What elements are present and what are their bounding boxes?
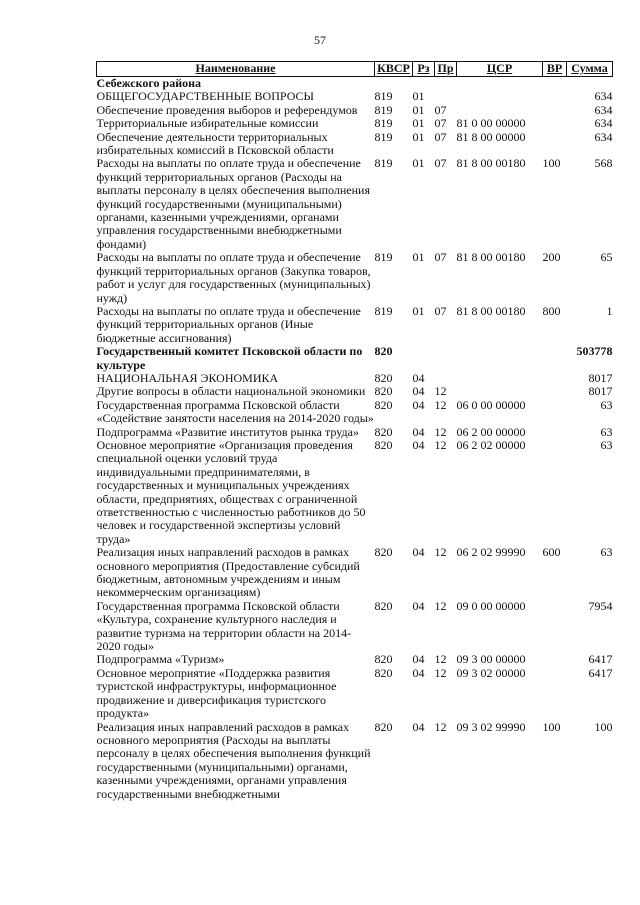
table-row [97,721,613,801]
row-sum: 634 [594,89,613,104]
row-name: ОБЩЕГОСУДАРСТВЕННЫЕ ВОПРОСЫ [96,89,314,104]
row-kvsr: 820 [374,384,393,399]
row-sum: 634 [594,129,613,144]
row-sum: 6417 [588,665,613,680]
row-rz: 04 [412,370,425,385]
row-csr: 06 2 02 00000 [456,437,526,452]
row-csr [457,385,543,398]
row-vr [543,600,567,654]
row-sum: 63 [600,437,613,452]
row-csr: 06 2 00 00000 [456,424,526,439]
row-rz: 01 [412,156,425,171]
table-row [97,117,613,130]
row-name: Подпрограмма «Туризм» [96,652,225,667]
table-row [97,345,613,372]
row-kvsr: 819 [374,303,393,318]
row-pr: 07 [434,250,447,265]
row-rz: 01 [412,250,425,265]
row-rz: 04 [412,424,425,439]
table-row [97,131,613,158]
row-rz: 04 [412,437,425,452]
row-vr [543,385,567,398]
column-header-kvsr: КВСР [375,62,413,77]
row-name: Себежского района [96,76,202,90]
row-kvsr: 820 [374,437,393,452]
table-row [97,77,613,91]
row-name: Расходы на выплаты по оплате труда и обеспечение функций территориальных органов (Иные бюджетные ассигнования) [96,303,361,345]
row-csr: 81 0 00 00000 [456,116,526,131]
row-kvsr: 820 [374,652,393,667]
row-sum: 100 [594,719,613,734]
table-row [97,251,613,305]
row-csr [457,77,543,91]
table-body [97,77,613,801]
row-name: Основное мероприятие «Организация проведения специальной оценки условий труда индивидуальными предпринимателями, в государственных и муниципальных учреждениях области, предприятиях, обществах с ограниченной ответственностью с численностью работников до 50 человек и государственной экспертизы условий труда» [96,437,366,546]
table-row [97,600,613,654]
row-vr [543,426,567,439]
row-rz: 01 [412,129,425,144]
table-row [97,667,613,721]
row-pr: 12 [434,424,447,439]
row-vr [543,104,567,117]
column-header-rz: Рз [413,62,435,77]
row-kvsr: 820 [374,545,393,560]
row-name: Расходы на выплаты по оплате труда и обеспечение функций территориальных органов (Расходы на выплаты персоналу в целях обеспечения выполнения функций государственными (муниципальными) органами, казенными учреждениями, органами управления государственными внебюджетными фондами) [96,156,370,251]
row-vr: 200 [542,250,561,265]
row-sum: 6417 [588,652,613,667]
row-rz [413,345,435,372]
page-number: 57 [314,33,326,47]
row-csr [457,372,543,385]
row-vr: 100 [542,156,561,171]
row-name: Государственная программа Псковской области «Содействие занятости населения на 2014-2020 годы» [96,397,374,426]
row-kvsr: 820 [374,424,393,439]
row-vr [543,653,567,666]
row-pr: 07 [434,129,447,144]
row-kvsr: 819 [374,250,393,265]
row-pr: 12 [434,397,447,412]
row-csr: 06 2 02 99990 [456,545,526,560]
row-rz: 01 [412,116,425,131]
row-rz: 04 [412,598,425,613]
row-vr [543,131,567,158]
row-pr: 12 [434,437,447,452]
row-csr: 09 0 00 00000 [456,598,526,613]
row-sum: 65 [600,250,613,265]
budget-table [96,61,613,801]
row-csr: 06 0 00 00000 [456,397,526,412]
row-csr: 09 3 00 00000 [456,652,526,667]
table-row [97,90,613,103]
row-kvsr: 819 [374,116,393,131]
row-kvsr: 820 [374,397,393,412]
row-name: Другие вопросы в области национальной экономики [96,384,366,399]
row-vr [543,372,567,385]
row-vr: 800 [542,303,561,318]
table-row [97,157,613,251]
row-csr: 09 3 02 99990 [456,719,526,734]
row-vr [543,399,567,426]
row-name: Расходы на выплаты по оплате труда и обеспечение функций территориальных органов (Закупка товаров, работ и услуг для государственных (муниципальных) нужд) [96,250,371,305]
row-pr: 12 [434,719,447,734]
row-sum: 1 [606,303,613,318]
row-sum: 8017 [588,384,613,399]
table-row [97,385,613,398]
row-vr [543,77,567,91]
row-vr [543,90,567,103]
row-name: Территориальные избирательные комиссии [96,116,319,131]
row-rz: 04 [412,719,425,734]
row-pr [435,372,457,385]
row-pr: 07 [434,303,447,318]
row-pr: 07 [434,116,447,131]
row-pr: 12 [434,652,447,667]
row-sum: 63 [600,424,613,439]
row-kvsr: 820 [374,665,393,680]
column-header-csr: ЦСР [457,62,543,77]
row-rz: 04 [412,384,425,399]
column-header-sum: Сумма [567,62,613,77]
row-csr: 81 8 00 00180 [456,303,526,318]
row-kvsr: 820 [374,719,393,734]
row-name: Государственный комитет Псковской области по культуре [96,344,363,372]
row-sum: 7954 [588,598,613,613]
row-vr [543,117,567,130]
row-vr: 600 [542,545,561,560]
row-pr [435,345,457,372]
row-vr [543,667,567,721]
row-name: Обеспечение деятельности территориальных избирательных комиссий в Псковской области [96,129,334,158]
row-kvsr: 819 [374,129,393,144]
row-csr: 81 8 00 00000 [456,129,526,144]
row-kvsr: 820 [374,598,393,613]
row-sum: 63 [600,397,613,412]
row-kvsr: 819 [374,156,393,171]
row-kvsr: 820 [374,370,393,385]
row-rz: 01 [412,102,425,117]
table-row [97,305,613,345]
row-vr [543,345,567,372]
table-row [97,546,613,600]
row-sum: 63 [600,545,613,560]
table-row [97,399,613,426]
row-csr [457,90,543,103]
row-rz [413,77,435,91]
row-sum: 634 [594,116,613,131]
row-pr [435,77,457,91]
row-rz: 04 [412,665,425,680]
row-name: НАЦИОНАЛЬНАЯ ЭКОНОМИКА [96,370,279,385]
row-pr: 12 [434,598,447,613]
table-row [97,426,613,439]
row-rz: 04 [412,652,425,667]
table-row [97,653,613,666]
row-pr: 07 [434,156,447,171]
table-header-row [97,62,613,77]
row-pr: 07 [434,102,447,117]
row-kvsr: 819 [374,102,393,117]
row-csr: 81 8 00 00180 [456,250,526,265]
row-rz: 04 [412,397,425,412]
row-name: Основное мероприятие «Поддержка развития туристской инфраструктуры, информационное продвижение и диверсификация туристского продукта» [96,665,337,721]
row-sum [567,77,613,91]
row-sum: 503778 [576,344,613,359]
row-name: Реализация иных направлений расходов в рамках основного мероприятия (Расходы на выплаты персоналу в целях обеспечения выполнения функций государственными (муниципальными) органами, казенными учреждениями, органами управления государственными внебюджетными [96,719,371,801]
row-pr [435,90,457,103]
row-name: Обеспечение проведения выборов и референдумов [96,102,358,117]
row-rz: 04 [412,545,425,560]
table-row [97,439,613,546]
row-vr [543,439,567,546]
row-rz: 01 [412,89,425,104]
row-pr: 12 [434,384,447,399]
row-name: Реализация иных направлений расходов в рамках основного мероприятия (Предоставление субсидий бюджетным, автономным учреждениям и иным некоммерческим организациям) [96,545,360,600]
row-name: Подпрограмма «Развитие институтов рынка труда» [96,424,359,439]
table-row [97,104,613,117]
row-kvsr: 819 [374,89,393,104]
column-header-pr: Пр [435,62,457,77]
row-csr [457,345,543,372]
row-csr [457,104,543,117]
table-row [97,372,613,385]
row-name: Государственная программа Псковской области «Культура, сохранение культурного наследия и развитие туризма на территории области на 2014-2020 годы» [96,598,352,654]
row-sum: 568 [594,156,613,171]
row-pr: 12 [434,665,447,680]
row-vr: 100 [542,719,561,734]
row-csr: 09 3 02 00000 [456,665,526,680]
column-header-vr: ВР [543,62,567,77]
row-sum: 8017 [588,370,613,385]
row-csr: 81 8 00 00180 [456,156,526,171]
row-pr: 12 [434,545,447,560]
row-kvsr: 820 [374,344,393,359]
row-sum: 634 [594,102,613,117]
column-header-name: Наименование [97,62,375,77]
row-rz: 01 [412,303,425,318]
row-kvsr [375,77,413,91]
